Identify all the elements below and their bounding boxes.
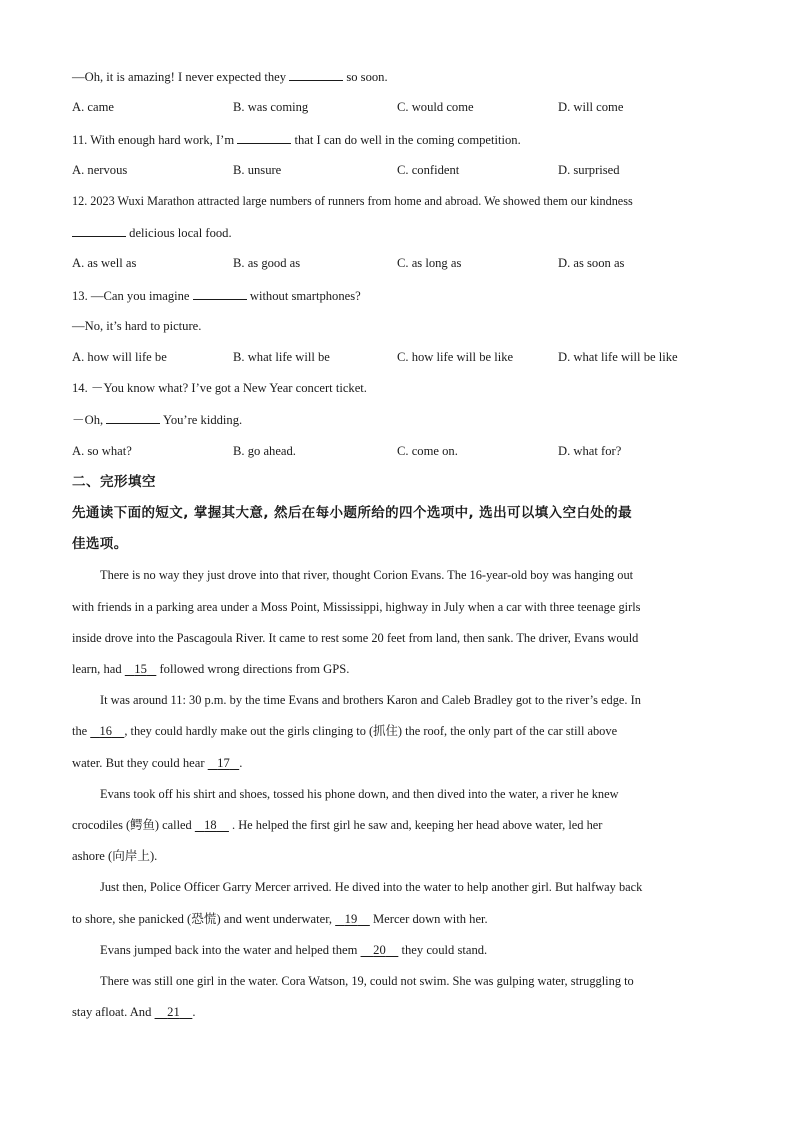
q10-option-c[interactable]: C. would come	[397, 100, 474, 114]
q13-reply: —No, it’s hard to picture.	[72, 319, 202, 333]
q11-option-a[interactable]: A. nervous	[72, 163, 128, 177]
q10-stem	[72, 68, 388, 85]
q14-reply	[72, 411, 242, 428]
q13-option-d[interactable]: D. what life will be like	[558, 350, 678, 364]
passage-p4-line1: Just then, Police Officer Garry Mercer arrived. He dived into the water to help another girl. But halfway back	[100, 880, 643, 894]
q14-option-c[interactable]: C. come on.	[397, 444, 458, 458]
q12-option-c[interactable]: C. as long as	[397, 256, 462, 270]
q11-stem	[72, 131, 521, 148]
q11-options	[72, 162, 752, 178]
q10-option-a[interactable]: A. came	[72, 100, 114, 114]
q10-blank	[289, 68, 343, 81]
passage-p1-line3: inside drove into the Pascagoula River. It came to rest some 20 feet from land, then sank. The driver, Evans would	[72, 631, 639, 645]
section-instruction-line1: 先通读下面的短文, 掌握其大意, 然后在每小题所给的四个选项中, 选出可以填入空白处的最	[72, 505, 633, 521]
q12-blank	[72, 224, 126, 237]
q10-stem-before: —Oh, it is amazing! I never expected they	[72, 70, 287, 84]
blank-21: 21	[167, 1005, 180, 1019]
blank-15: 15	[134, 662, 147, 676]
q13-stem-before: 13. —Can you imagine	[72, 289, 190, 303]
q10-options	[72, 99, 752, 115]
q11-stem-before: 11. With enough hard work, I’m	[72, 133, 235, 147]
q13-blank	[193, 287, 247, 300]
q13-option-a[interactable]: A. how will life be	[72, 350, 167, 364]
passage-p1-line1: There is no way they just drove into that river, thought Corion Evans. The 16-year-old boy was hanging out	[100, 568, 634, 582]
q10-option-d[interactable]: D. will come	[558, 100, 624, 114]
q12-options	[72, 255, 752, 271]
section-heading: 二、完形填空	[72, 474, 156, 490]
q11-blank	[237, 131, 291, 144]
q13-option-b[interactable]: B. what life will be	[233, 350, 330, 364]
q12-stem-line2	[72, 224, 232, 241]
passage-p1-line2: with friends in a parking area under a Moss Point, Mississippi, highway in July when a car with three teenage girls	[72, 600, 641, 614]
blank-17: 17	[217, 756, 230, 770]
q13-option-c[interactable]: C. how life will be like	[397, 350, 514, 364]
passage-p1-line4: learn, had 15 followed wrong directions from GPS.	[72, 662, 350, 676]
q12-option-a[interactable]: A. as well as	[72, 256, 137, 270]
q14-option-d[interactable]: D. what for?	[558, 444, 622, 458]
q12-stem-after: delicious local food.	[129, 226, 232, 240]
q10-option-b[interactable]: B. was coming	[233, 100, 309, 114]
q11-option-d[interactable]: D. surprised	[558, 163, 620, 177]
q11-option-c[interactable]: C. confident	[397, 163, 460, 177]
passage-p2-line2: the 16 , they could hardly make out the girls clinging to (抓住) the roof, the only part of the car still above	[72, 724, 618, 738]
q11-stem-after: that I can do well in the coming competition.	[294, 133, 521, 147]
q12-option-d[interactable]: D. as soon as	[558, 256, 625, 270]
q14-blank	[106, 411, 160, 424]
passage-p2-line3: water. But they could hear 17 .	[72, 756, 243, 770]
q14-option-a[interactable]: A. so what?	[72, 444, 132, 458]
q14-options	[72, 443, 752, 459]
passage-p4-line2: to shore, she panicked (恐慌) and went underwater, 19 Mercer down with her.	[72, 912, 488, 926]
q13-options	[72, 349, 752, 365]
passage-p2-line1: It was around 11: 30 p.m. by the time Evans and brothers Karon and Caleb Bradley got to the river’s edge. In	[100, 693, 641, 707]
q14-reply-after: You’re kidding.	[162, 413, 243, 427]
blank-16: 16	[99, 724, 112, 738]
blank-20: 20	[373, 943, 386, 957]
passage-p3-line1: Evans took off his shirt and shoes, tossed his phone down, and then dived into the water, a river he knew	[100, 787, 619, 801]
passage-p6-line1: There was still one girl in the water. Cora Watson, 19, could not swim. She was gulping water, struggling to	[100, 974, 634, 988]
q13-stem	[72, 287, 361, 304]
blank-18: 18	[204, 818, 217, 832]
passage-p5: Evans jumped back into the water and helped them 20 they could stand.	[100, 943, 488, 957]
q12-option-b[interactable]: B. as good as	[233, 256, 301, 270]
section-instruction-line2: 佳选项。	[72, 536, 128, 552]
passage-p6-line2: stay afloat. And 21 .	[72, 1005, 196, 1019]
passage-p3-line2: crocodiles (鳄鱼) called 18 . He helped the first girl he saw and, keeping her head above water, led her	[72, 818, 603, 832]
q12-stem-line1: 12. 2023 Wuxi Marathon attracted large numbers of runners from home and abroad. We showed them our kindness	[72, 194, 633, 208]
blank-19: 19	[344, 912, 358, 926]
q11-option-b[interactable]: B. unsure	[233, 163, 282, 177]
q14-reply-before: －Oh,	[72, 413, 104, 427]
passage-p3-line3: ashore (向岸上).	[72, 849, 158, 863]
q10-stem-after: so soon.	[346, 70, 388, 84]
q13-stem-after: without smartphones?	[249, 289, 361, 303]
q14-stem: 14. －You know what? I’ve got a New Year concert ticket.	[72, 381, 367, 395]
q14-option-b[interactable]: B. go ahead.	[233, 444, 296, 458]
